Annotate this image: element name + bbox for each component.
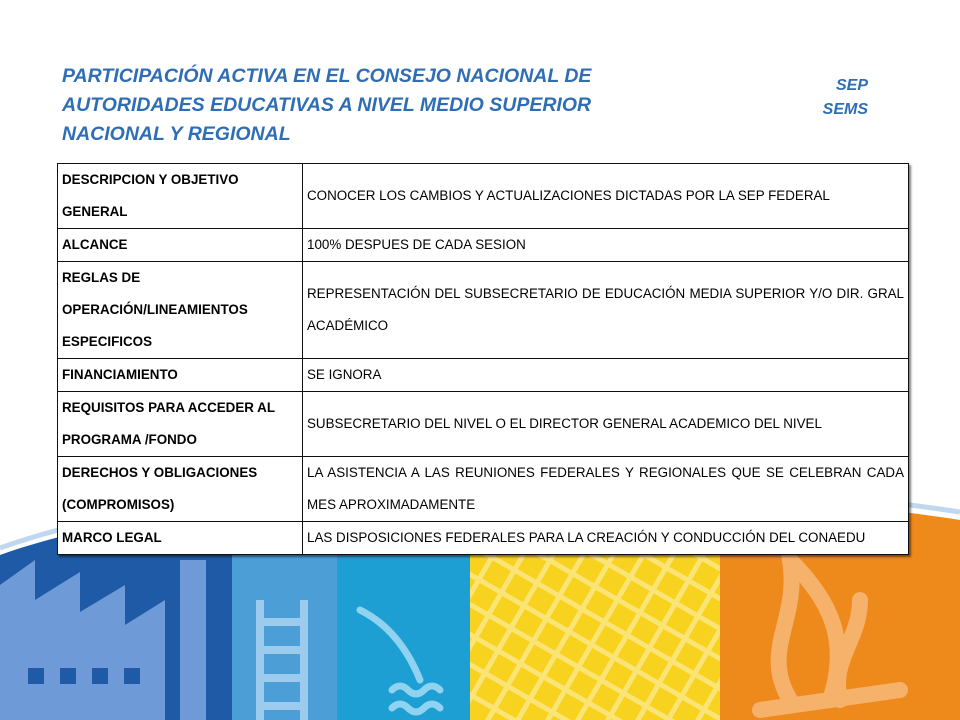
- brand-label: [823, 74, 868, 122]
- row-label: REGLAS DE OPERACIÓN/LINEAMIENTOS ESPECIFICOS: [58, 262, 303, 359]
- row-label: FINANCIAMIENTO: [58, 359, 303, 392]
- title-line: NACIONAL Y REGIONAL: [62, 123, 291, 145]
- row-value: LAS DISPOSICIONES FEDERALES PARA LA CREACIÓN Y CONDUCCIÓN DEL CONAEDU: [303, 522, 909, 555]
- table-row: [58, 164, 909, 229]
- page-title: [62, 62, 662, 149]
- title-line: AUTORIDADES EDUCATIVAS A NIVEL MEDIO SUPERIOR: [62, 94, 592, 116]
- table-row: [58, 457, 909, 522]
- brand-sems: SEMS: [822, 101, 868, 118]
- table-row: [58, 522, 909, 555]
- title-line: PARTICIPACIÓN ACTIVA EN EL CONSEJO NACIONAL DE: [62, 65, 592, 87]
- row-value: 100% DESPUES DE CADA SESION: [303, 229, 909, 262]
- row-value: CONOCER LOS CAMBIOS Y ACTUALIZACIONES DICTADAS POR LA SEP FEDERAL: [303, 164, 909, 229]
- brand-sep: SEP: [835, 77, 868, 94]
- row-label: DESCRIPCION Y OBJETIVO GENERAL: [58, 164, 303, 229]
- table-row: [58, 229, 909, 262]
- table-row: [58, 392, 909, 457]
- row-label: REQUISITOS PARA ACCEDER AL PROGRAMA /FONDO: [58, 392, 303, 457]
- row-label: DERECHOS Y OBLIGACIONES (COMPROMISOS): [58, 457, 303, 522]
- info-table: [57, 163, 909, 555]
- row-label: ALCANCE: [58, 229, 303, 262]
- table-row: [58, 359, 909, 392]
- row-value: SUBSECRETARIO DEL NIVEL O EL DIRECTOR GENERAL ACADEMICO DEL NIVEL: [303, 392, 909, 457]
- row-value: REPRESENTACIÓN DEL SUBSECRETARIO DE EDUCACIÓN MEDIA SUPERIOR Y/O DIR. GRAL ACADÉMICO: [303, 262, 909, 359]
- row-label: MARCO LEGAL: [58, 522, 303, 555]
- row-value: SE IGNORA: [303, 359, 909, 392]
- row-value: LA ASISTENCIA A LAS REUNIONES FEDERALES Y REGIONALES QUE SE CELEBRAN CADA MES APROXIMADAMENTE: [303, 457, 909, 522]
- table-row: [58, 262, 909, 359]
